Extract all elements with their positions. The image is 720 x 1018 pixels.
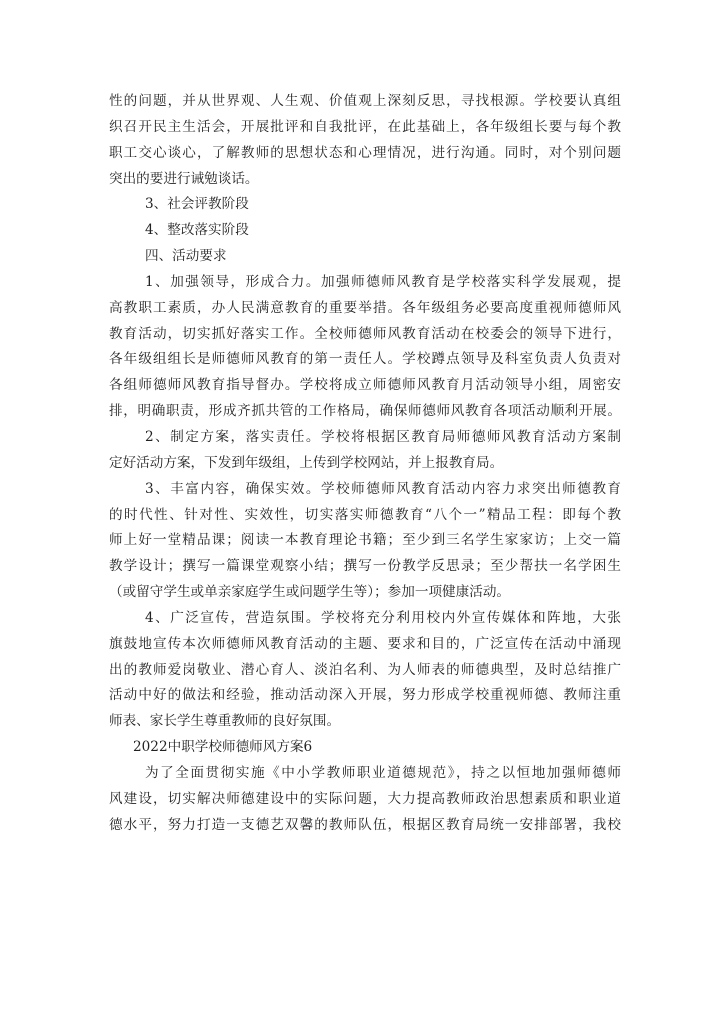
text-line: 2、制定方案，落实责任。学校将根据区教育局师德师风教育活动方案制 bbox=[145, 428, 621, 445]
text-line: 教育活动，切实抓好落实工作。全校师德师风教育活动在校委会的领导下进行， bbox=[109, 325, 621, 342]
heading-social-evaluation: 3、社会评教阶段 bbox=[145, 196, 249, 213]
text-line: 4、广泛宣传，营造氛围。学校将充分利用校内外宣传媒体和阵地，大张 bbox=[145, 609, 621, 626]
text-line: 职工交心谈心，了解教师的思想状态和心理情况，进行沟通。同时，对个别问题 bbox=[109, 144, 621, 161]
text-line: 各组师德师风教育指导督办。学校将成立师德师风教育月活动领导小组，周密安 bbox=[109, 377, 621, 394]
paragraph-leadership bbox=[109, 270, 621, 425]
section-title: 2022中职学校师德师风方案6 bbox=[133, 739, 313, 756]
heading-activity-requirements: 四、活动要求 bbox=[145, 248, 227, 265]
text-line: 排，明确职责，形成齐抓共管的工作格局，确保师德师风教育各项活动顺利开展。 bbox=[109, 403, 621, 420]
paragraph-intro bbox=[109, 761, 621, 839]
paragraph-publicity bbox=[109, 606, 621, 735]
text-line: 风建设，切实解决师德建设中的实际问题，大力提高教师政治思想素质和职业道 bbox=[109, 790, 621, 807]
document-page bbox=[109, 89, 621, 838]
text-line: 各年级组组长是师德师风教育的第一责任人。学校蹲点领导及科室负责人负责对 bbox=[109, 351, 621, 368]
text-line: 定好活动方案，下发到年级组，上传到学校网站，并上报教育局。 bbox=[109, 454, 504, 471]
text-line: 德水平，努力打造一支德艺双馨的教师队伍，根据区教育局统一安排部署，我校 bbox=[109, 816, 621, 833]
text-line: 出的教师爱岗敬业、潜心育人、淡泊名利、为人师表的师德典型，及时总结推广 bbox=[109, 661, 621, 678]
text-line: 织召开民主生活会，开展批评和自我批评，在此基础上，各年级组长要与每个教 bbox=[109, 118, 621, 135]
text-line: 突出的要进行诫勉谈话。 bbox=[109, 170, 259, 187]
paragraph-continuation bbox=[109, 89, 621, 192]
text-line: 3、丰富内容，确保实效。学校师德师风教育活动内容力求突出师德教育 bbox=[145, 480, 621, 497]
paragraph-plan bbox=[109, 425, 621, 477]
text-line: 师表、家长学生尊重教师的良好氛围。 bbox=[109, 713, 341, 730]
heading-rectification: 4、整改落实阶段 bbox=[145, 222, 249, 239]
text-line: 1、加强领导，形成合力。加强师德师风教育是学校落实科学发展观，提 bbox=[145, 273, 621, 290]
text-line: （或留守学生或单亲家庭学生或问题学生等）；参加一项健康活动。 bbox=[109, 584, 511, 601]
text-line: 为了全面贯彻实施《中小学教师职业道德规范》，持之以恒地加强师德师 bbox=[145, 764, 621, 781]
text-line: 性的问题，并从世界观、人生观、价值观上深刻反思，寻找根源。学校要认真组 bbox=[109, 93, 621, 109]
text-line: 师上好一堂精品课；阅读一本教育理论书籍；至少到三名学生家家访；上交一篇 bbox=[109, 532, 621, 549]
text-line: 活动中好的做法和经验，推动活动深入开展，努力形成学校重视师德、教师注重 bbox=[109, 687, 621, 704]
paragraph-content bbox=[109, 477, 621, 606]
text-line: 教学设计；撰写一篇课堂观察小结；撰写一份教学反思录；至少帮扶一名学困生 bbox=[109, 558, 621, 575]
text-line: 旗鼓地宣传本次师德师风教育活动的主题、要求和目的，广泛宣传在活动中涌现 bbox=[109, 635, 621, 652]
text-line: 的时代性、针对性、实效性，切实落实师德教育“八个一”精品工程：即每个教 bbox=[109, 506, 621, 523]
text-line: 高教职工素质，办人民满意教育的重要举措。各年级组务必要高度重视师德师风 bbox=[109, 299, 621, 316]
